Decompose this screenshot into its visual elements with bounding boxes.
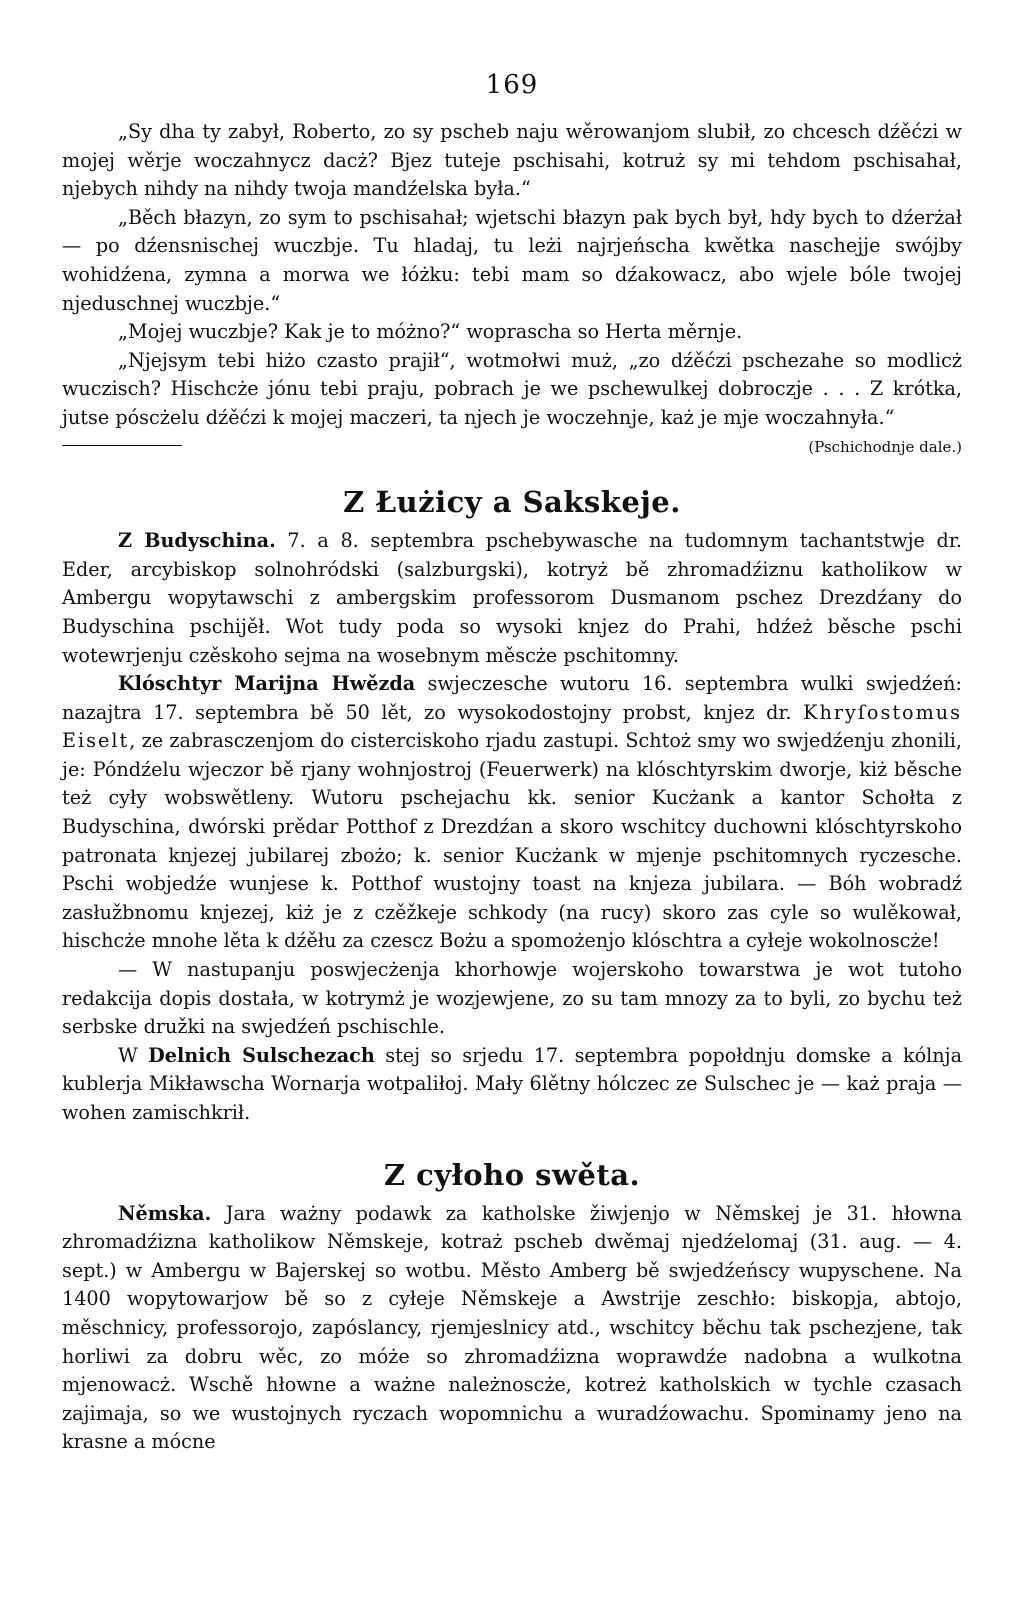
- paragraph-4: [62, 347, 962, 433]
- news-germany: [62, 1200, 962, 1457]
- news-budyschin-text: 7. a 8. septembra pschebywasche na tudomnym tachantstwje dr. Eder, arcybiskop solnohródski (salzburgski), kotryż bě zhromadźiznu katholikow w Ambergu wopytawschi z ambergskim professorom Dusmanom pschez Drezdźany do Budyschina pschijěł. Wot tudy poda so wysoki knjez do Prahi, hdźeż běsche pschi wotewrjenju czěskoho sejma na wosebnym měscże pschitomny.: [62, 529, 962, 667]
- paragraph-1: „Sy dha ty zabył, Roberto, zo sy pscheb naju wěrowanjom slubił, zo chcesch dźěćzi w mojej wěrje woczahnycz dacż? Bjez tuteje pschisahi, kotruż sy mi tehdom pschisahał, njebych nihdy na nihdy twoja mandźelska była.“: [62, 120, 962, 201]
- news-monastery: [62, 670, 962, 956]
- news-monastery-lead: Klóschtyr Marijna Hwězda: [118, 672, 416, 696]
- paragraph-3: „Mojej wuczbje? Kak je to móżno?“ woprascha so Herta měrnje.: [118, 320, 743, 344]
- paragraph-2: „Běch błazyn, zo sym to pschisahał; wjetschi błazyn pak bych był, hdy bych to dźerżał — po dźensnischej wuczbje. Tu hladaj, tu leżi najrjeńscha kwětka naschejje swójby wohidźena, zymna a morwa we łóżku: tebi mam so dźakowacz, abo wjele bóle twojej njeduschnej wuczbje.“: [62, 205, 962, 315]
- news-sulschezy-lead: Delnich Sulschezach: [148, 1043, 375, 1067]
- paragraph-4-text: „Njejsym tebi hiżo czasto prajił“, wotmołwi muż, „zo dźěćzi pschezahe so modlicż wuczisch? Hischcże jónu tebi praju, pobrach je we pschewulkej dobroczje . . . Z krótka, jutse póscżelu dźěćzi k mojej maczeri, ta njech je woczehnje, każ je mje woczahnyła.“: [62, 348, 962, 429]
- news-sulschezy: [62, 1042, 962, 1128]
- news-sulschezy-prefix: W: [118, 1043, 149, 1067]
- news-germany-lead: Němska.: [118, 1201, 212, 1225]
- continuation-line: [62, 433, 962, 462]
- page-number: 169: [485, 70, 539, 100]
- news-budyschin: [62, 527, 962, 670]
- news-budyschin-lead: Z Budyschina.: [118, 529, 276, 553]
- section-heading-world: Z cyłoho swěta.: [383, 1157, 641, 1192]
- news-banner: — W nastupanju poswjecżenja khorhowje wojerskoho towarstwa je wot tutoho redakcija dopis dostała, w kotrymż je wozjewjene, zo su tam mnozy za to byli, zo bychu też serbske družki na swjedźeń pschischle.: [62, 958, 962, 1039]
- page: [62, 70, 962, 1457]
- section-heading-lusatia: Z Łużicy a Sakskeje.: [343, 485, 681, 520]
- news-sulschezy-text: stej so srjedu 17. septembra popołdnju domske a kólnja kublerja Mikławscha Wornarja wotpaliłoj. Mały 6lětny hólczec ze Sulschec je — każ praja — wohen zamischkrił.: [62, 1043, 963, 1124]
- section-end-rule: [62, 445, 182, 446]
- continuation-note: (Pschichodnje dale.): [808, 437, 962, 456]
- news-monastery-text-2: , ze zabrasczenjom do cisterciskoho rjadu zastupi. Schtoż smy wo swjedźenju zhonili, je: Póndźelu wjeczor bě rjany wohnjostroj (Feuerwerk) na klóschtyrskim dworje, kiż běsche też cyły wobswětleny. Wutoru pschejachu kk. senior Kucżank a kantor Schołta z Budyschina, dwórski prědar Potthof z Drezdźan a skoro wschitcy duchowni klóschtyrskoho patronata knjezej jubilarej zbożo; k. senior Kucżank w mjenje pschitomnych ryczesche. Pschi wobjedźe wunjese k. Potthof wustojny toast na knjeza jubilara. — Bóh wobradź zasłužbnomu knjezej, kiż je z czěžkeje schkody (na rucy) skoro zas cyle so wulěkował, hischcże mnohe lěta k dźěłu za czescz Bożu a spomożenjo klóschtra a cyłeje wokolnoscże!: [62, 729, 962, 953]
- news-monastery-name: Khryſostomus Eiselt: [62, 700, 962, 753]
- news-monastery-text: swjeczesche wutoru 16. septembra wulki swjedźeń: nazajtra 17. septembra bě 50 lět, zo wysokodostojny probst, knjez dr.: [62, 672, 962, 724]
- news-germany-text: Jara ważny podawk za katholske žiwjenjo w Němskej je 31. hłowna zhromadźizna katholikow Němskeje, kotraż pscheb dwěmaj njedźelomaj (31. aug. — 4. sept.) w Ambergu w Bajerskej so wotbu. Město Amberg bě swjedźeńscy wupyschene. Na 1400 wopytowarjow bě so z cyłeje Němskeje a Awstrije zeschło: biskopja, abtojo, měschnicy, professorojo, zapóslancy, rjemjeslnicy atd., wschitcy běchu tak pschezjene, tak horliwi za dobru wěc, zo móże so zhromadźizna woprawdźe nadobna a wulkotna mjenowacż. Wschě hłowne a ważne należnoscże, kotreż katholskich w tychle czasach zajimaja, so we wustojnych ryczach wopomnichu a wuradźowachu. Spominamy jeno na krasne a mócne: [62, 1201, 962, 1454]
